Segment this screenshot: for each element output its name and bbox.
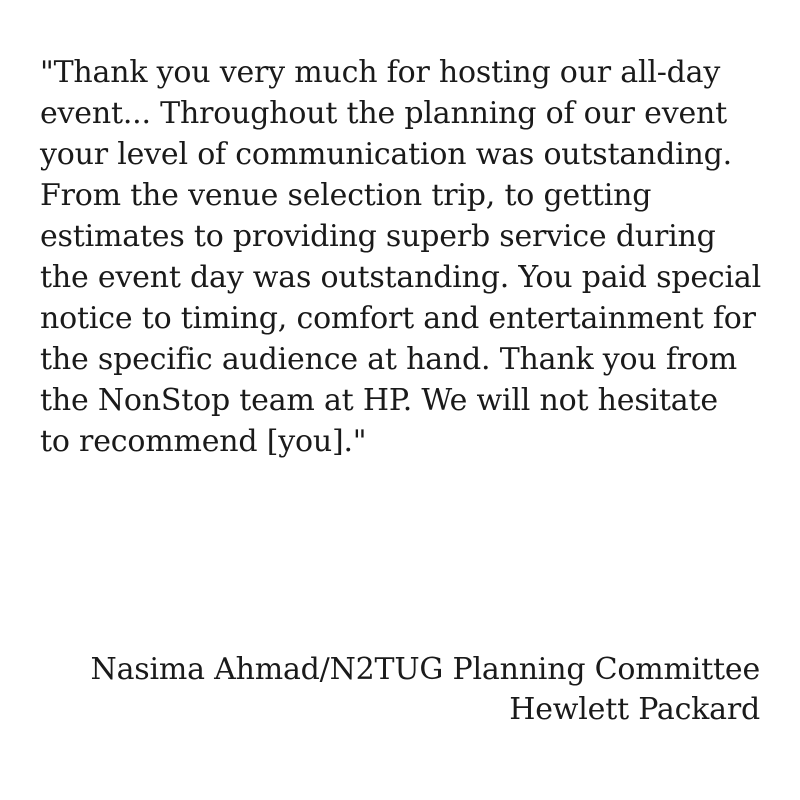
quote-line: the NonStop team at HP. We will not hesitate — [40, 383, 718, 418]
testimonial-attribution — [91, 650, 760, 730]
author-company: Hewlett Packard — [509, 692, 760, 727]
quote-line: notice to timing, comfort and entertainment for — [40, 301, 756, 336]
quote-line: the specific audience at hand. Thank you from — [40, 342, 737, 377]
quote-line: the event day was outstanding. You paid special — [40, 260, 761, 295]
testimonial-quote — [40, 52, 780, 462]
quote-line: event... Throughout the planning of our event — [40, 96, 727, 131]
quote-line: "Thank you very much for hosting our all-day — [40, 55, 721, 90]
quote-line: From the venue selection trip, to getting — [40, 178, 652, 213]
quote-line: to recommend [you]." — [40, 424, 367, 459]
author-name: Nasima Ahmad/N2TUG Planning Committee — [90, 652, 760, 687]
quote-line: your level of communication was outstanding. — [40, 137, 732, 172]
quote-line: estimates to providing superb service during — [40, 219, 716, 254]
